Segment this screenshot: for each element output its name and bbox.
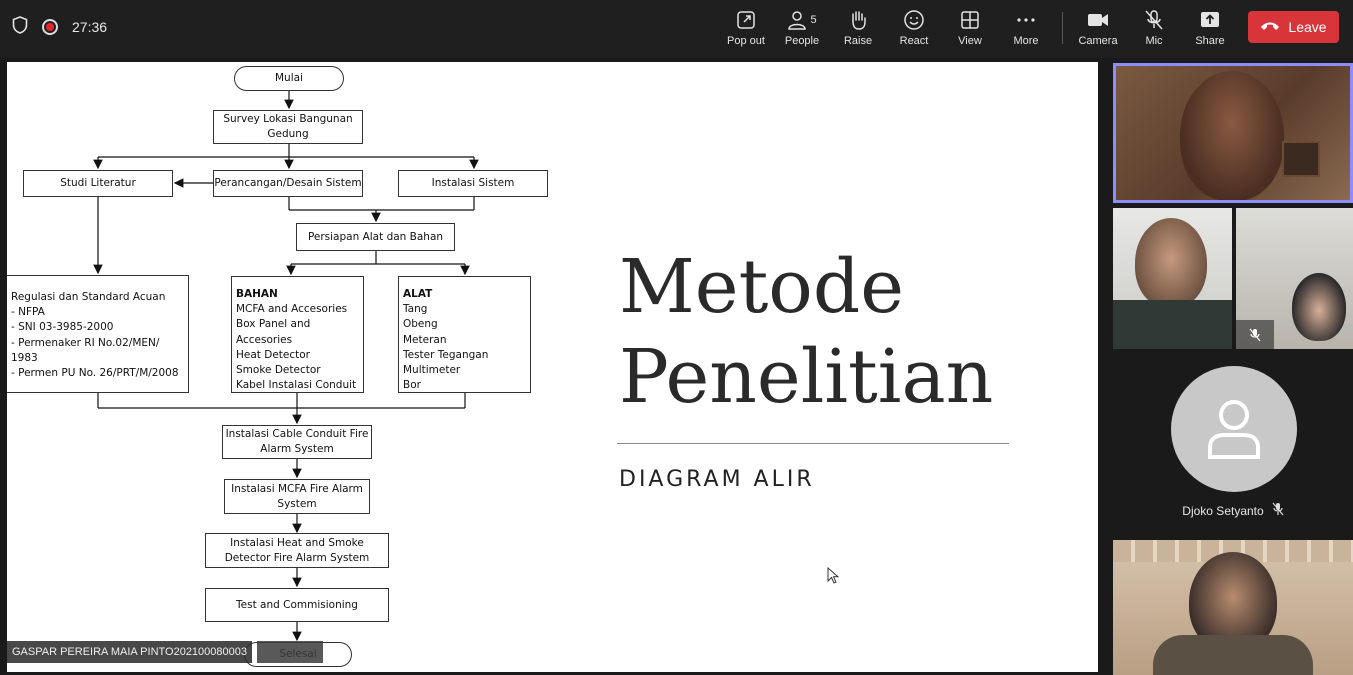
avatar: [1171, 366, 1297, 492]
presenter-overlay: [257, 641, 323, 663]
more-icon: [1015, 8, 1037, 32]
flow-bahan: BAHAN MCFA and Accesories Box Panel and Accesories Heat Detector Smoke Detector Kabel Instalasi Conduit: [231, 276, 364, 393]
smiley-icon: [903, 8, 925, 32]
participant-shirt: [1153, 635, 1313, 675]
participant-video-active-speaker[interactable]: [1113, 63, 1353, 203]
flow-studi-literatur: Studi Literatur: [23, 170, 173, 197]
recording-icon[interactable]: [42, 19, 58, 35]
pop-out-icon: [735, 8, 757, 32]
participant-name-row: [1113, 502, 1353, 519]
participant-avatar-tile[interactable]: [1113, 353, 1353, 536]
wall-frame: [1282, 141, 1320, 177]
flow-mcfa: Instalasi MCFA Fire Alarm System: [224, 479, 370, 514]
participant-name: Djoko Setyanto: [1182, 503, 1264, 518]
flow-regulasi: Regulasi dan Standard Acuan - NFPA - SNI 03-3985-2000 - Permenaker RI No.02/MEN/ 1983 - Permen PU No. 26/PRT/M/2008: [7, 275, 189, 393]
participant-face: [1292, 273, 1346, 341]
shield-icon[interactable]: [12, 16, 28, 37]
flow-start: Mulai: [234, 66, 344, 91]
view-button[interactable]: View: [942, 8, 998, 47]
people-count: 5: [810, 14, 817, 26]
toolbar-group-media: [1070, 8, 1238, 47]
participant-video-2[interactable]: [1113, 208, 1232, 349]
meeting-status: [12, 16, 107, 37]
camera-icon: [1086, 8, 1110, 32]
flow-instalasi-sistem: Instalasi Sistem: [398, 170, 548, 197]
slide-divider: [617, 443, 1009, 444]
participant-shirt: [1113, 300, 1232, 349]
people-button[interactable]: 5 People: [774, 8, 830, 47]
flow-heat-smoke: Instalasi Heat and Smoke Detector Fire Alarm System: [205, 533, 389, 568]
user-placeholder-icon: [1204, 397, 1264, 461]
toolbar-divider: [1062, 12, 1063, 44]
more-button[interactable]: More: [998, 8, 1054, 47]
mic-muted-icon: [1236, 320, 1274, 349]
mic-off-icon: [1143, 8, 1165, 32]
meeting-timer: 27:36: [72, 18, 108, 35]
phone-hangup-icon: [1260, 19, 1280, 35]
pop-out-button[interactable]: Pop out: [718, 8, 774, 47]
slide-title-line2: Penelitian: [619, 334, 994, 420]
toolbar-group-main: [718, 8, 1054, 47]
mic-button[interactable]: Mic: [1126, 8, 1182, 47]
grid-view-icon: [959, 8, 981, 32]
mic-muted-icon: [1272, 502, 1284, 519]
flow-survey: Survey Lokasi Bangunan Gedung: [213, 110, 363, 144]
people-icon: [787, 8, 816, 32]
shared-screen-slide: [7, 62, 1098, 672]
participant-video-3[interactable]: [1236, 208, 1353, 349]
flow-persiapan: Persiapan Alat dan Bahan: [296, 223, 455, 251]
mouse-cursor-icon: [827, 567, 839, 585]
flow-alat: ALAT Tang Obeng Meteran Tester Tegangan Multimeter Bor: [398, 276, 531, 393]
share-button[interactable]: Share: [1182, 8, 1238, 47]
flow-cable-conduit: Instalasi Cable Conduit Fire Alarm System: [222, 425, 372, 459]
participant-face: [1135, 218, 1207, 308]
leave-button[interactable]: Leave: [1248, 11, 1339, 43]
camera-button[interactable]: Camera: [1070, 8, 1126, 47]
slide-title-line1: Metode: [619, 244, 905, 330]
share-icon: [1199, 8, 1221, 32]
flow-perancangan: Perancangan/Desain Sistem: [213, 170, 363, 197]
flow-test: Test and Commisioning: [205, 588, 389, 622]
meeting-toolbar: [0, 0, 1353, 58]
raise-hand-button[interactable]: Raise: [830, 8, 886, 47]
slide-subtitle: DIAGRAM ALIR: [619, 467, 815, 492]
hand-icon: [847, 8, 869, 32]
presenter-name-tag: GASPAR PEREIRA MAIA PINTO202100080003: [7, 641, 252, 663]
participant-video-4[interactable]: [1113, 540, 1353, 675]
participant-face: [1180, 71, 1284, 201]
react-button[interactable]: React: [886, 8, 942, 47]
